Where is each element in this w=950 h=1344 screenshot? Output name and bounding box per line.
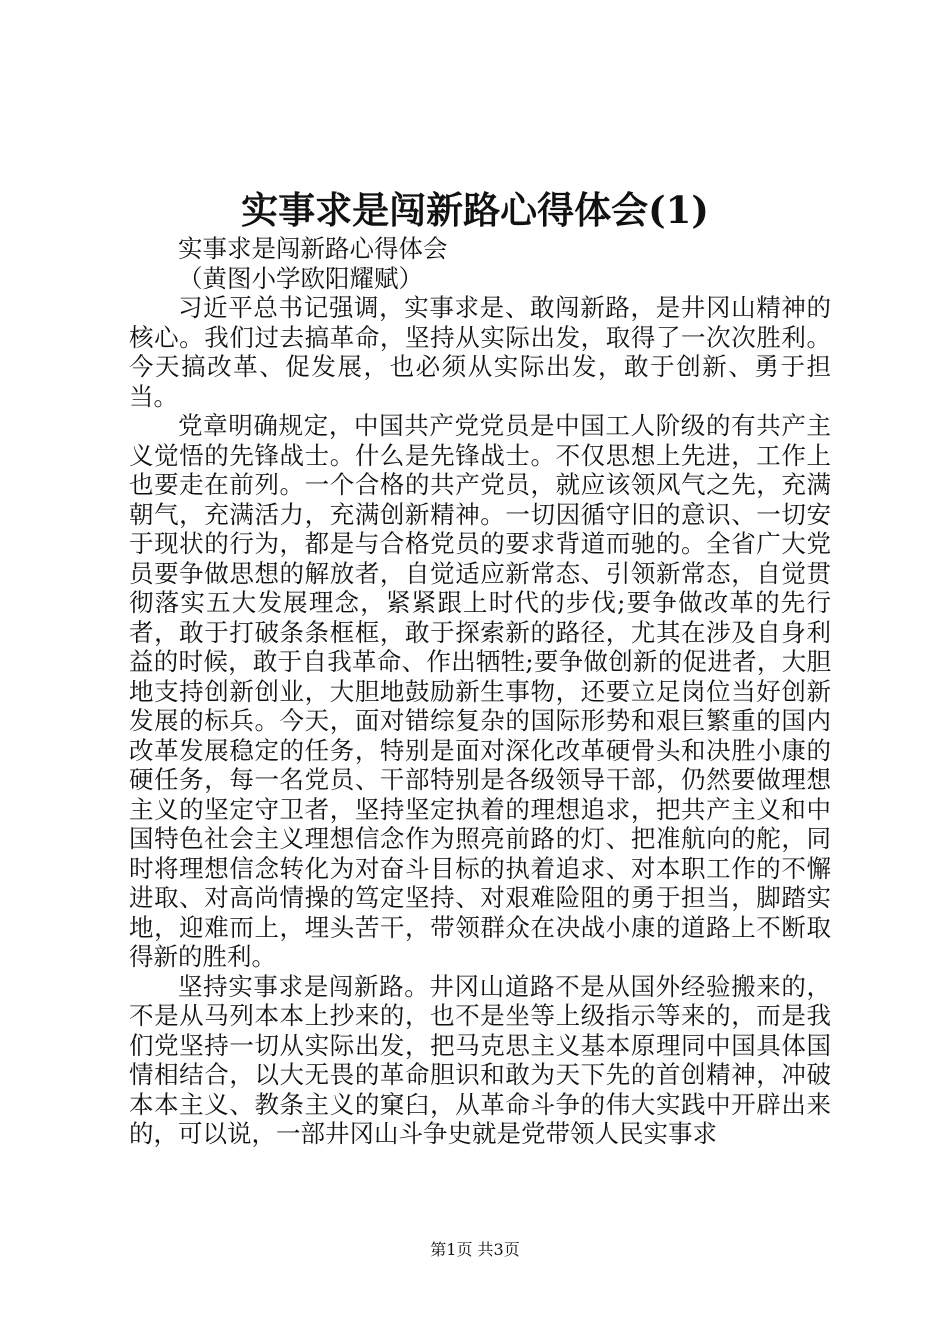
page-number-footer: 第1页 共3页 bbox=[430, 1240, 520, 1259]
paragraph-1: 习近平总书记强调，实事求是、敢闯新路，是井冈山精神的核心。我们过去搞革命，坚持从实际出发，取得了一次次胜利。今天搞改革、促发展，也必须从实际出发，敢于创新、勇于担当。 bbox=[129, 293, 831, 411]
document-body bbox=[129, 234, 831, 1149]
author-line: （黄图小学欧阳耀赋） bbox=[178, 263, 423, 293]
subtitle-line: 实事求是闯新路心得体会 bbox=[178, 234, 448, 263]
paragraph-2: 党章明确规定，中国共产党党员是中国工人阶级的有共产主义觉悟的先锋战士。什么是先锋战士。不仅思想上先进，工作上也要走在前列。一个合格的共产党员，就应该领风气之先，充满朝气，充满活力，充满创新精神。一切因循守旧的意识、一切安于现状的行为，都是与合格党员的要求背道而驰的。全省广大党员要争做思想的解放者，自觉适应新常态、引领新常态，自觉贯彻落实五大发展理念，紧紧跟上时代的步伐;要争做改革的先行者，敢于打破条条框框，敢于探索新的路径，尤其在涉及自身利益的时候，敢于自我革命、作出牺牲;要争做创新的促进者，大胆地支持创新创业，大胆地鼓励新生事物，还要立足岗位当好创新发展的标兵。今天，面对错综复杂的国际形势和艰巨繁重的国内改革发展稳定的任务，特别是面对深化改革硬骨头和决胜小康的硬任务，每一名党员、干部特别是各级领导干部，仍然要做理想主义的坚定守卫者，坚持坚定执着的理想追求，把共产主义和中国特色社会主义理想信念作为照亮前路的灯、把准航向的舵，同时将理想信念转化为对奋斗目标的执着追求、对本职工作的不懈进取、对高尚情操的笃定坚持、对艰难险阻的勇于担当，脚踏实地，迎难而上，埋头苦干，带领群众在决战小康的道路上不断取得新的胜利。 bbox=[129, 411, 831, 971]
document-title: 实事求是闯新路心得体会(1) bbox=[241, 188, 709, 232]
paragraph-3: 坚持实事求是闯新路。井冈山道路不是从国外经验搬来的，不是从马列本本上抄来的，也不是坐等上级指示等来的，而是我们党坚持一切从实际出发，把马克思主义基本原理同中国具体国情相结合，以大无畏的革命胆识和敢为天下先的首创精神，冲破本本主义、教条主义的窠臼，从革命斗争的伟大实践中开辟出来的，可以说，一部井冈山斗争史就是党带领人民实事求 bbox=[129, 971, 831, 1148]
